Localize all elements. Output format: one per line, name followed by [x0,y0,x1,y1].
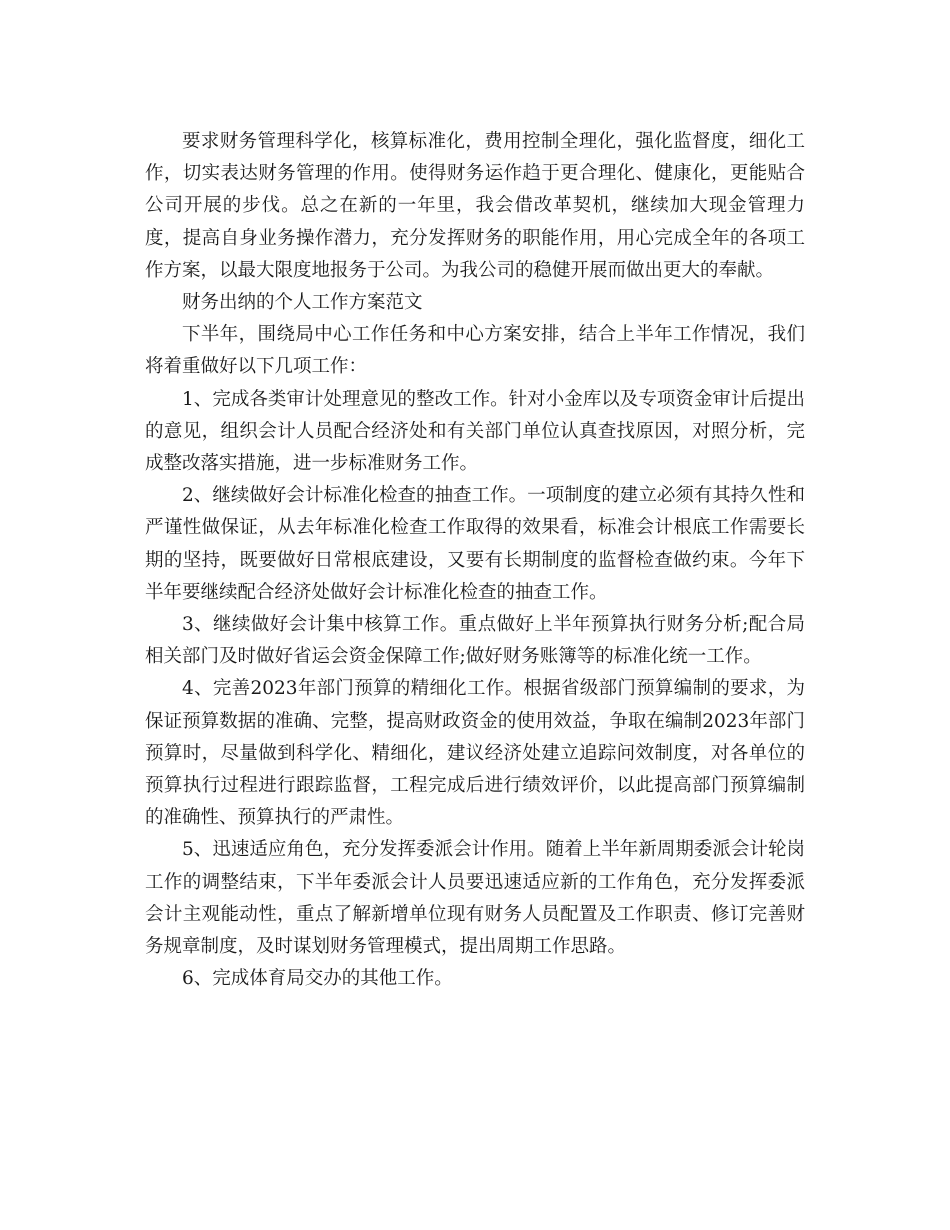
section-heading: 财务出纳的个人工作方案范文 [182,292,423,314]
paragraph-intro: 下半年，围绕局中心工作任务和中心方案安排，结合上半年工作情况，我们将着重做好以下几项工作： [145,324,805,378]
document-body [145,126,805,995]
list-item-4: 4、完善2023年部门预算的精细化工作。根据省级部门预算编制的要求，为保证预算数据的准确、完整，提高财政资金的使用效益，争取在编制2023年部门预算时，尽量做到科学化、精细化，建议经济处建立追踪问效制度，对各单位的预算执行过程进行跟踪监督，工程完成后进行绩效评价，以此提高部门预算编制的准确性、预算执行的严肃性。 [145,678,805,829]
list-item-2: 2、继续做好会计标准化检查的抽查工作。一项制度的建立必须有其持久性和严谨性做保证，从去年标准化检查工作取得的效果看，标准会计根底工作需要长期的坚持，既要做好日常根底建设，又要有长期制度的监督检查做约束。今年下半年要继续配合经济处做好会计标准化检查的抽查工作。 [145,485,805,603]
list-item-3: 3、继续做好会计集中核算工作。重点做好上半年预算执行财务分析;配合局相关部门及时做好省运会资金保障工作;做好财务账簿等的标准化统一工作。 [145,614,805,668]
paragraph-continuation: 要求财务管理科学化，核算标准化，费用控制全理化，强化监督度，细化工作，切实表达财务管理的作用。使得财务运作趋于更合理化、健康化，更能贴合公司开展的步伐。总之在新的一年里，我会借改革契机，继续加大现金管理力度，提高自身业务操作潜力，充分发挥财务的职能作用，用心完成全年的各项工作方案，以最大限度地报务于公司。为我公司的稳健开展而做出更大的奉献。 [145,131,805,281]
list-item-5: 5、迅速适应角色，充分发挥委派会计作用。随着上半年新周期委派会计轮岗工作的调整结束，下半年委派会计人员要迅速适应新的工作角色，充分发挥委派会计主观能动性，重点了解新增单位现有财务人员配置及工作职责、修订完善财务规章制度，及时谋划财务管理模式，提出周期工作思路。 [145,839,805,958]
list-item-1: 1、完成各类审计处理意见的整改工作。针对小金库以及专项资金审计后提出的意见，组织会计人员配合经济处和有关部门单位认真查找原因，对照分析，完成整改落实措施，进一步标准财务工作。 [145,388,805,475]
list-item-6: 6、完成体育局交办的其他工作。 [182,968,453,990]
